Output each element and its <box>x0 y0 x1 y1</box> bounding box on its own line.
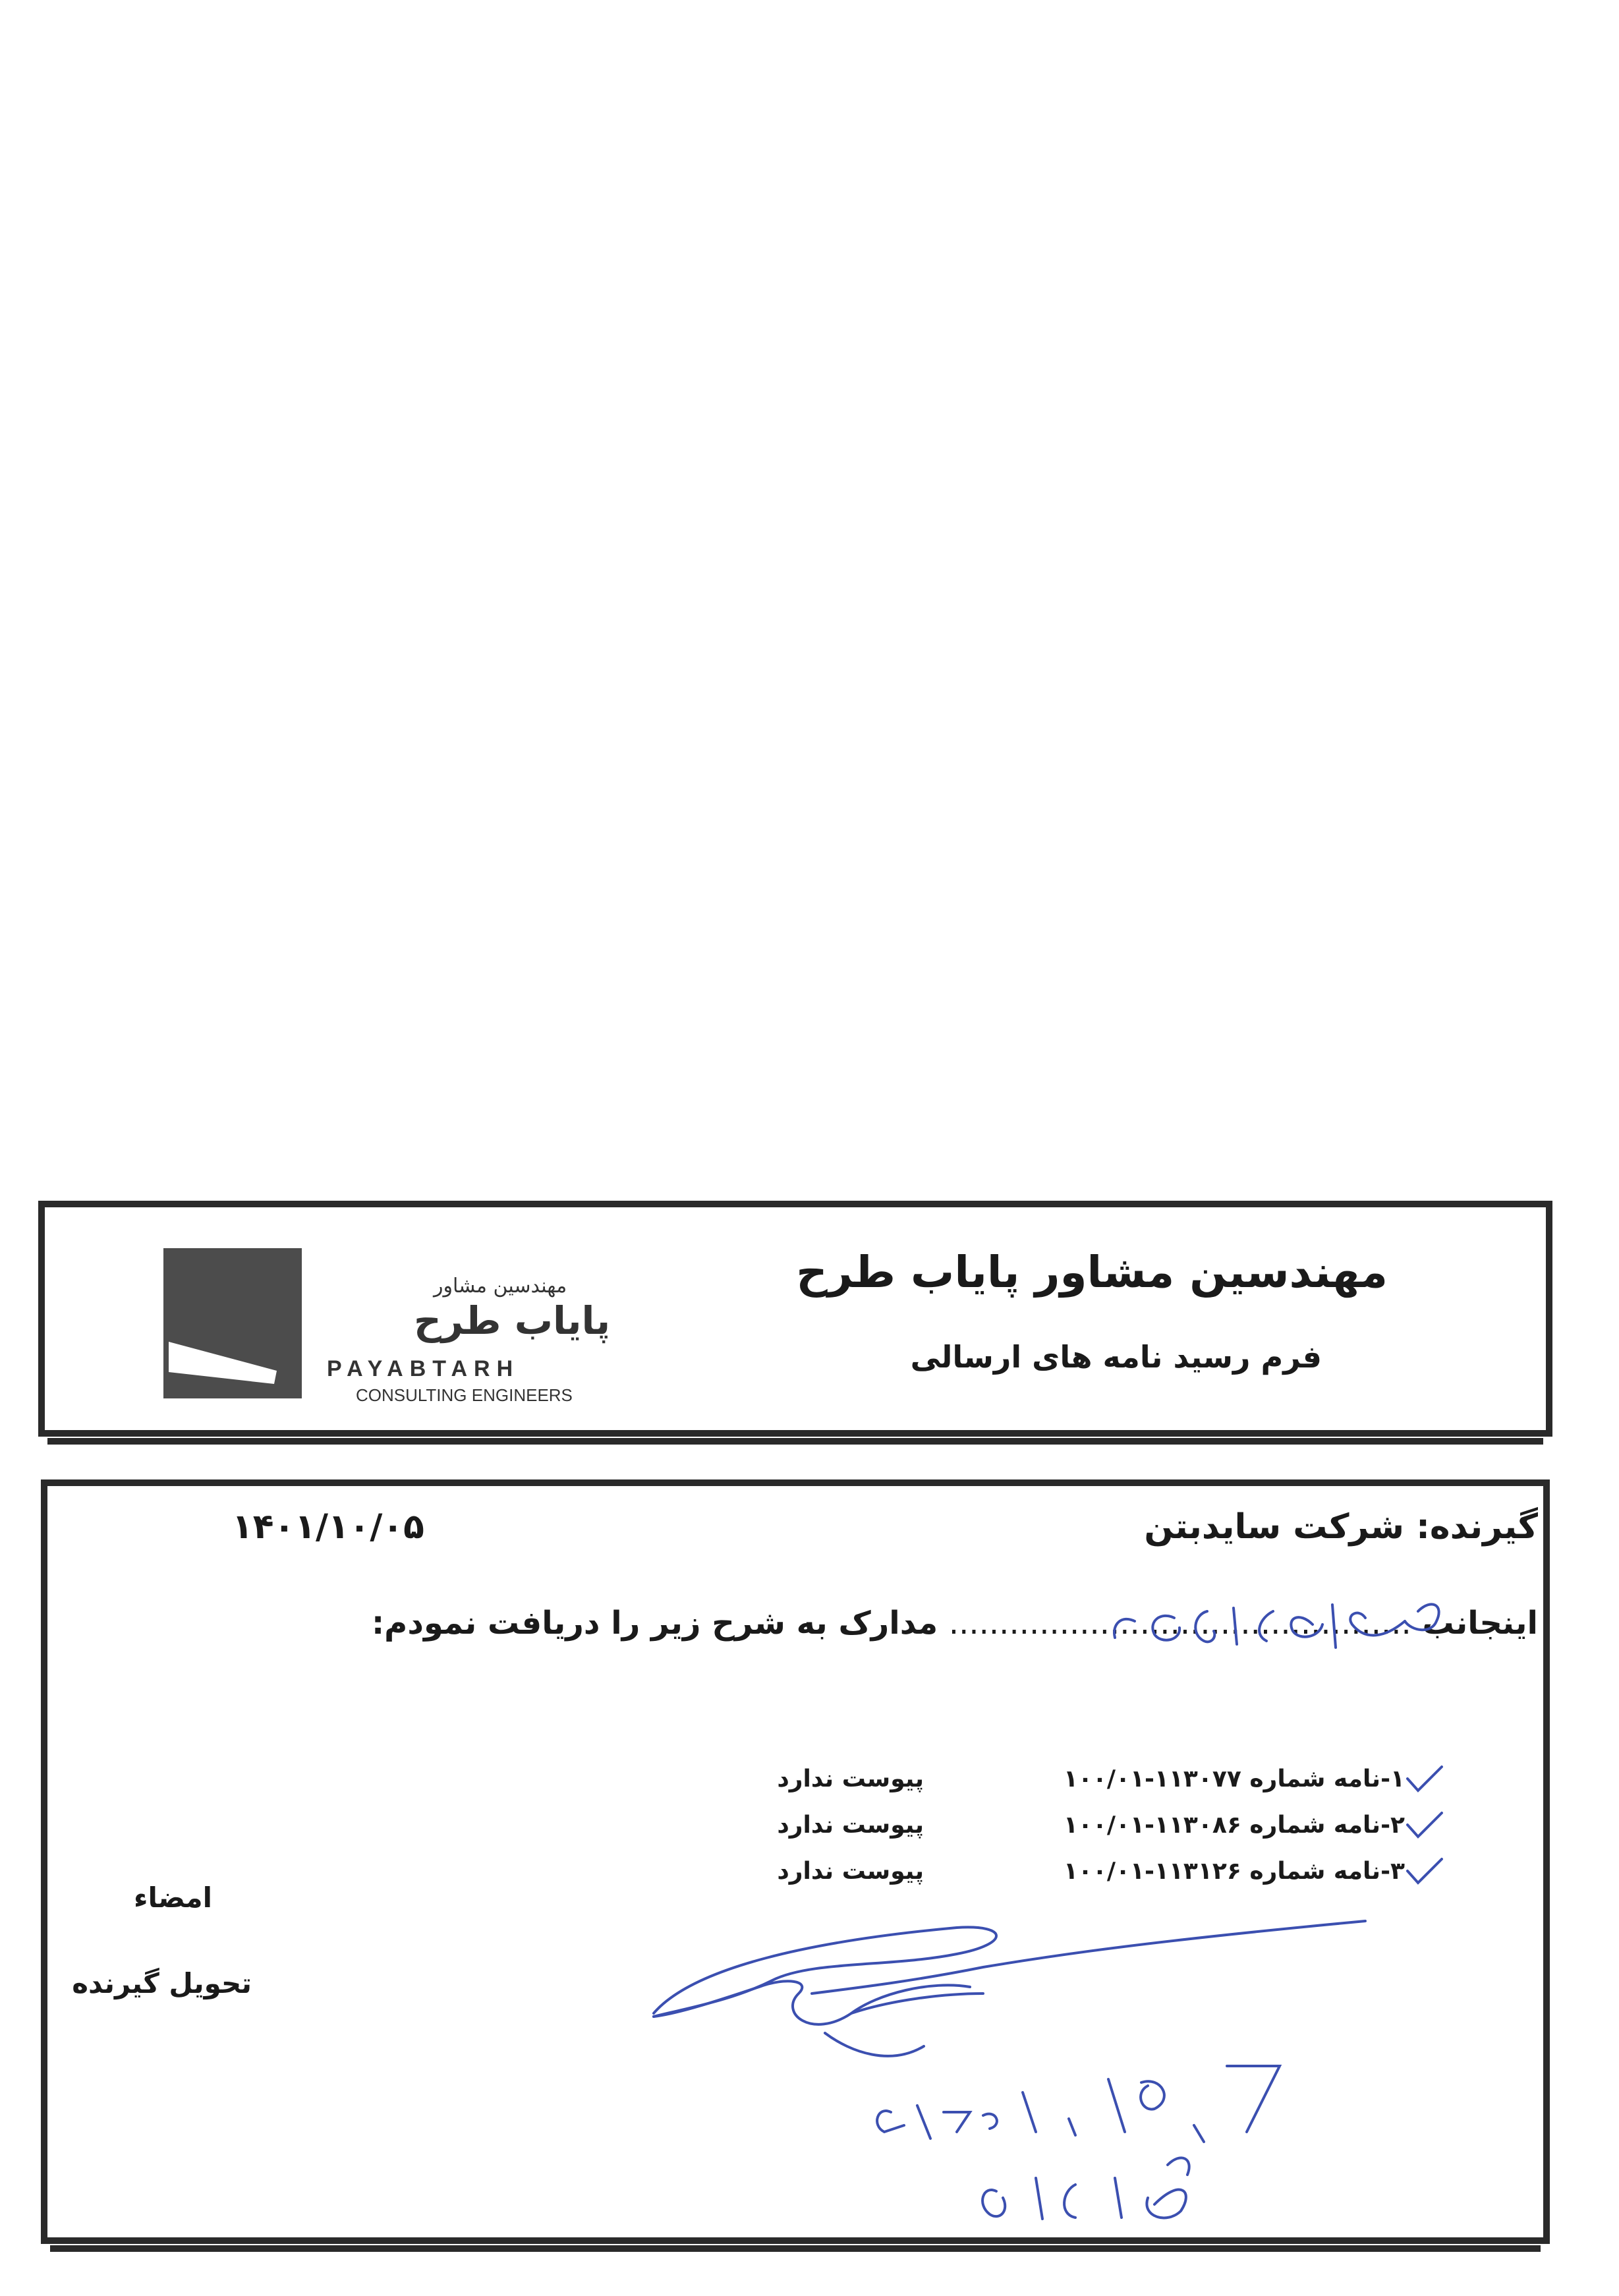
statement-suffix: مدارک به شرح زیر را دریافت نمودم: <box>371 1605 938 1642</box>
letter-item-1: ۱-نامه شماره ۱۱۳۰۷۷-۱۰۰/۰۱ <box>1064 1765 1405 1793</box>
company-name: مهندسین مشاور پایاب طرح <box>796 1247 1388 1298</box>
recipient-line: گیرنده: شرکت سایدبتن <box>1144 1507 1538 1547</box>
logo-text-large: پایاب طرح <box>414 1298 611 1343</box>
letterhead-box <box>38 1201 1552 1437</box>
name-blank: .............................................. <box>948 1605 1411 1642</box>
handwritten-signature <box>614 1914 1405 2233</box>
attachment-status-3: پیوست ندارد <box>777 1858 924 1885</box>
receipt-box <box>41 1479 1550 2244</box>
check-mark-icon <box>1405 1809 1444 1842</box>
signature-label: امضاء <box>133 1881 212 1914</box>
form-date: ۱۴۰۱/۱۰/۰۵ <box>232 1507 424 1547</box>
logo-text-small: مهندسین مشاور <box>434 1275 567 1298</box>
letter-item-3: ۳-نامه شماره ۱۱۳۱۲۶-۱۰۰/۰۱ <box>1064 1858 1405 1885</box>
handwritten-signer-name <box>1075 1585 1471 1673</box>
logo-english-name: PAYABTARH <box>327 1356 520 1381</box>
attachment-status-1: پیوست ندارد <box>777 1765 924 1793</box>
check-mark-icon <box>1405 1855 1444 1888</box>
logo-mark-icon <box>163 1248 302 1398</box>
letter-item-2: ۲-نامه شماره ۱۱۳۰۸۶-۱۰۰/۰۱ <box>1064 1812 1405 1839</box>
check-mark-icon <box>1405 1763 1444 1796</box>
logo-english-subtitle: CONSULTING ENGINEERS <box>356 1385 573 1405</box>
attachment-status-2: پیوست ندارد <box>777 1812 924 1839</box>
form-title: فرم رسید نامه های ارسالی <box>910 1339 1322 1375</box>
statement-prefix: اینجانب <box>1422 1605 1538 1642</box>
deliverer-label: تحویل گیرنده <box>72 1967 252 1999</box>
